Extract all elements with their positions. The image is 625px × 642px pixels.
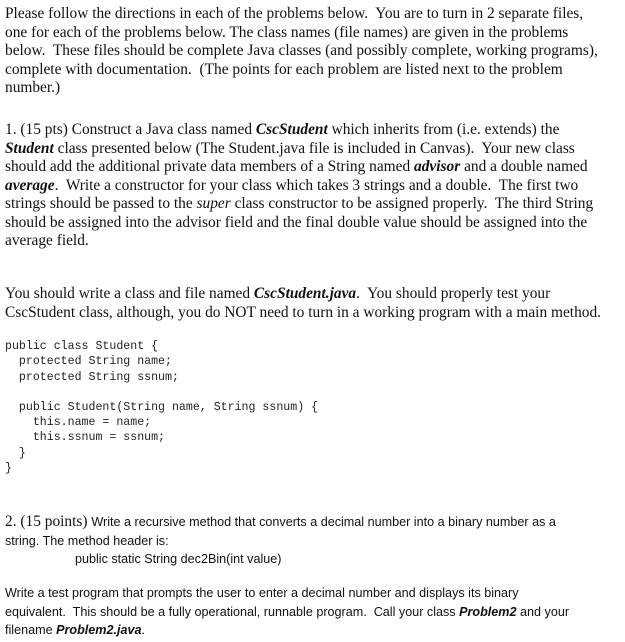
text-segment: which inherits from (i.e. extends) the xyxy=(327,121,560,138)
text-segment: class presented below (The Student.java file is included in Canvas). Your new class xyxy=(53,139,575,157)
text-segment: class constructor to be assigned properly. The third String xyxy=(230,195,594,212)
student-code-block xyxy=(5,339,625,476)
code-line: this.name = name; xyxy=(5,416,152,430)
code-line: } xyxy=(5,462,12,476)
text-segment: . Write a constructor for your class which takes 3 strings and a double. The first two xyxy=(54,176,579,194)
italic-text: super xyxy=(196,195,231,212)
text-line xyxy=(5,79,625,98)
text-segment: one for each of the problems below. The class names (file names) are given in the problems xyxy=(5,23,569,41)
text-line xyxy=(5,603,625,622)
emphasized-text: Student xyxy=(5,139,54,157)
text-line xyxy=(5,532,625,551)
text-segment: 2. (15 points) xyxy=(5,513,92,530)
text-segment: You should write a class and file named xyxy=(5,285,254,302)
text-line xyxy=(5,513,625,532)
text-segment: string. The method header is: xyxy=(5,533,169,548)
text-segment: . You should properly test your xyxy=(356,285,551,302)
text-segment: Write a recursive method that converts a decimal number into a binary number as a xyxy=(91,515,556,529)
instructions-paragraph xyxy=(5,5,625,98)
emphasized-text: advisor xyxy=(414,158,461,175)
code-line: public class Student { xyxy=(5,340,159,353)
text-line xyxy=(5,584,625,603)
code-line: protected String name; xyxy=(5,355,172,369)
text-line xyxy=(5,195,625,214)
text-segment: CscStudent class, although, you do NOT need to turn in a working program with a main method. xyxy=(5,303,602,321)
text-segment: filename xyxy=(5,623,57,637)
text-line xyxy=(5,61,625,80)
problem-2-description xyxy=(5,513,625,569)
text-segment: strings should be passed to the xyxy=(5,195,197,212)
text-segment: complete with documentation. (The points for each problem are listed next to the problem xyxy=(5,60,563,78)
text-line xyxy=(5,140,625,159)
code-line: this.ssnum = ssnum; xyxy=(5,431,166,445)
text-line xyxy=(5,5,625,24)
text-line xyxy=(5,304,625,323)
text-segment: should be assigned into the advisor field and the final double value should be assigned into the xyxy=(5,213,588,231)
text-line xyxy=(5,214,625,233)
emphasized-text: CscStudent xyxy=(255,121,328,138)
problem-1-note xyxy=(5,285,625,322)
text-segment: number.) xyxy=(5,79,61,96)
text-segment: Write a test program that prompts the user to enter a decimal number and displays its binary xyxy=(5,586,519,600)
emphasized-text: average xyxy=(5,176,55,194)
code-line: protected String ssnum; xyxy=(5,370,179,384)
emphasized-text: Problem2.java xyxy=(56,623,142,637)
text-segment: and your xyxy=(516,604,570,619)
text-segment: public static String dec2Bin(int value) xyxy=(5,552,282,566)
text-segment: equivalent. This should be a fully operational, runnable program. Call your class xyxy=(5,604,460,619)
text-line xyxy=(5,621,625,640)
emphasized-text: CscStudent.java xyxy=(253,285,357,302)
text-segment: 1. (15 pts) Construct a Java class named xyxy=(5,121,256,138)
text-line xyxy=(5,121,625,140)
text-segment: should add the additional private data members of a String named xyxy=(5,158,415,175)
code-line: } xyxy=(5,446,26,460)
text-line xyxy=(5,550,625,569)
text-line xyxy=(5,177,625,196)
text-line xyxy=(5,232,625,251)
code-line: public Student(String name, String ssnum) { xyxy=(5,400,319,414)
problem-1-description xyxy=(5,121,625,251)
emphasized-text: Problem2 xyxy=(459,604,517,619)
text-line xyxy=(5,158,625,177)
text-segment: Please follow the directions in each of the problems below. You are to turn in 2 separate files, xyxy=(5,5,584,22)
text-line xyxy=(5,24,625,43)
text-segment: and a double named xyxy=(460,158,588,175)
text-segment: . xyxy=(141,623,146,637)
code-line xyxy=(5,385,625,400)
text-segment: below. These files should be complete Java classes (and possibly complete, working programs), xyxy=(5,42,598,59)
problem-2-note xyxy=(5,584,625,640)
text-line xyxy=(5,285,625,304)
text-line xyxy=(5,42,625,61)
text-segment: average field. xyxy=(5,232,89,249)
